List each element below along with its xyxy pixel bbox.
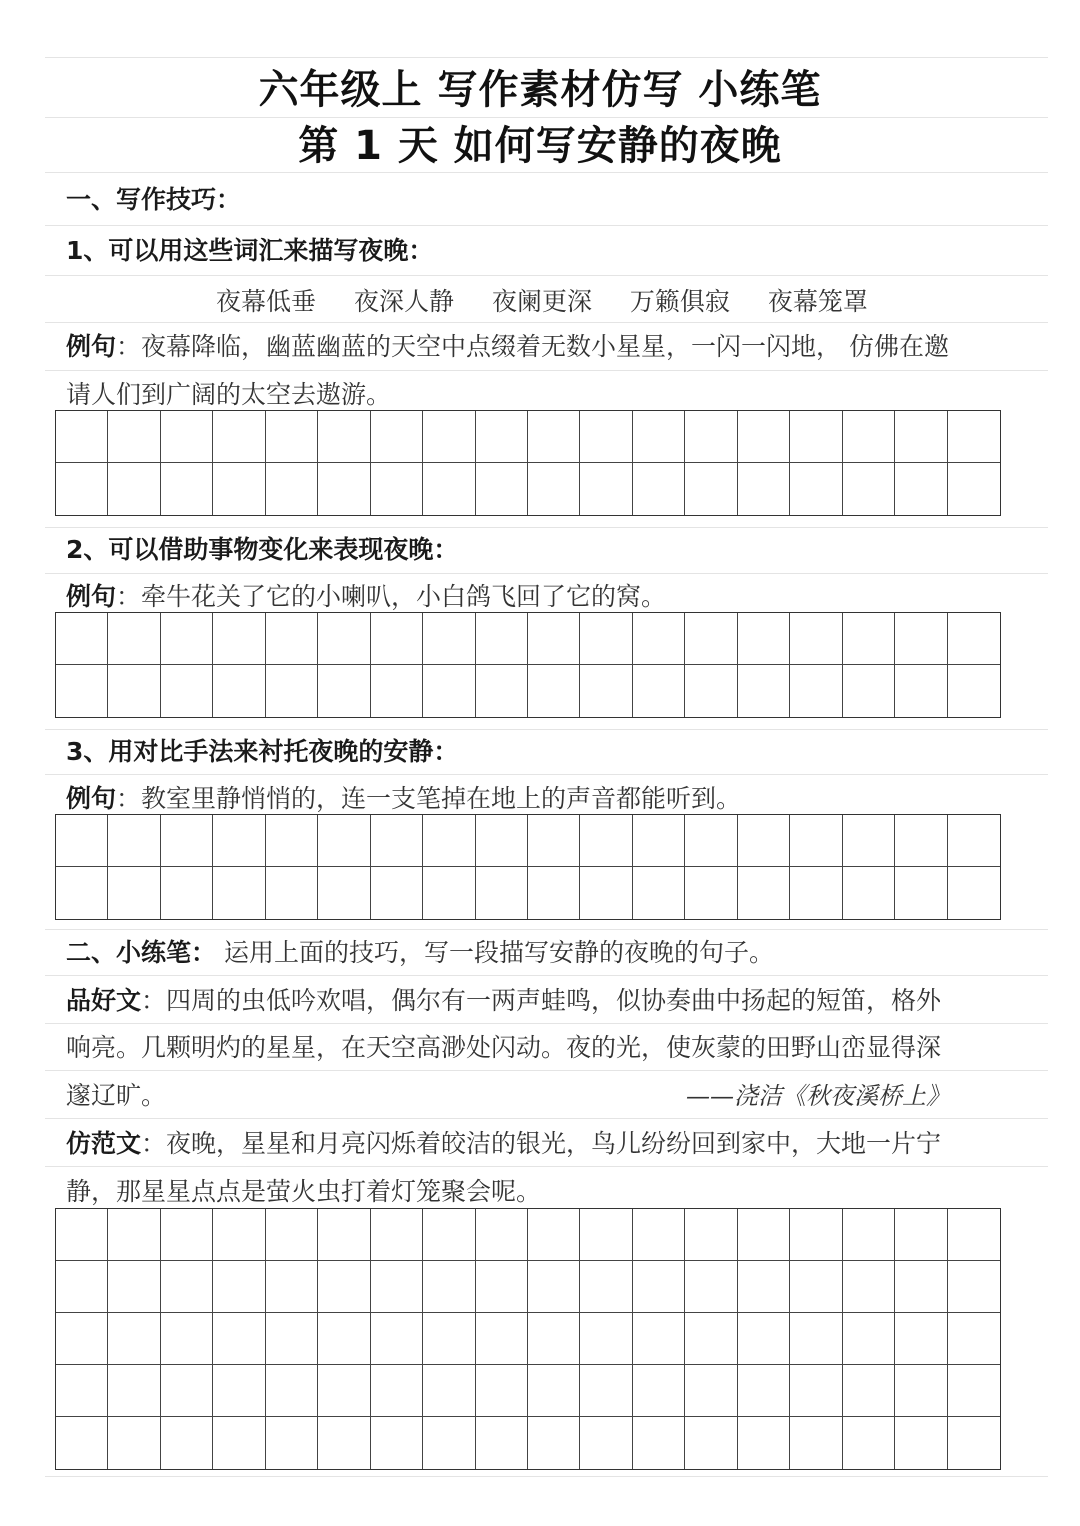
grid-cell[interactable]: [580, 463, 632, 515]
grid-cell[interactable]: [738, 1261, 790, 1313]
grid-cell[interactable]: [266, 867, 318, 919]
grid-cell[interactable]: [738, 1417, 790, 1469]
grid-cell[interactable]: [423, 613, 475, 665]
grid-cell[interactable]: [633, 867, 685, 919]
grid-cell[interactable]: [895, 463, 947, 515]
tip1-example: [66, 327, 949, 363]
grid-cell[interactable]: [108, 815, 160, 867]
grid-cell[interactable]: [318, 665, 370, 717]
grid-cell[interactable]: [371, 1417, 423, 1469]
grid-cell[interactable]: [476, 463, 528, 515]
grid-cell[interactable]: [895, 1261, 947, 1313]
grid-cell[interactable]: [423, 411, 475, 463]
writing-grid-4[interactable]: [55, 1208, 1001, 1470]
grid-cell[interactable]: [371, 1209, 423, 1261]
grid-cell[interactable]: [476, 665, 528, 717]
grid-cell[interactable]: [843, 815, 895, 867]
example-label: 例句: [66, 332, 117, 361]
grid-cell[interactable]: [213, 1209, 265, 1261]
grid-cell[interactable]: [213, 1261, 265, 1313]
grid-cell[interactable]: [790, 463, 842, 515]
grid-cell[interactable]: [738, 1365, 790, 1417]
ruled-line: [45, 1476, 1048, 1477]
grid-cell[interactable]: [476, 1417, 528, 1469]
grid-cell[interactable]: [580, 1417, 632, 1469]
grid-cell[interactable]: [790, 411, 842, 463]
tip2-example: [66, 577, 666, 613]
grid-cell[interactable]: [895, 1313, 947, 1365]
grid-cell[interactable]: [56, 411, 108, 463]
grid-cell[interactable]: [423, 1365, 475, 1417]
grid-cell[interactable]: [580, 613, 632, 665]
good-text-label: 品好文: [66, 986, 142, 1015]
grid-cell[interactable]: [318, 1209, 370, 1261]
page-title: 六年级上 写作素材仿写 小练笔: [258, 67, 822, 113]
grid-cell[interactable]: [266, 815, 318, 867]
ruled-line: [45, 1070, 1048, 1071]
writing-grid-2[interactable]: [55, 612, 1001, 718]
vocab-word: 夜深人静: [353, 287, 454, 316]
grid-cell[interactable]: [685, 867, 737, 919]
good-text: ：四周的虫低吟欢唱，偶尔有一两声蛙鸣，似协奏曲中扬起的短笛，格外: [141, 986, 942, 1015]
writing-grid-1[interactable]: [55, 410, 1001, 516]
example-text: ：夜幕降临，幽蓝幽蓝的天空中点缀着无数小星星，一闪一闪地， 仿佛在邀: [116, 332, 949, 361]
grid-cell[interactable]: [266, 1365, 318, 1417]
grid-cell[interactable]: [633, 665, 685, 717]
grid-cell[interactable]: [161, 815, 213, 867]
grid-cell[interactable]: [371, 411, 423, 463]
grid-cell[interactable]: [266, 613, 318, 665]
ruled-line: [45, 1023, 1048, 1024]
grid-cell[interactable]: [685, 613, 737, 665]
vocab-word: 夜幕笼罩: [767, 287, 868, 316]
grid-cell[interactable]: [528, 613, 580, 665]
ruled-line: [45, 774, 1048, 775]
grid-cell[interactable]: [580, 1313, 632, 1365]
page-subtitle: 第 1 天 如何写安静的夜晚: [298, 123, 782, 169]
grid-cell[interactable]: [423, 463, 475, 515]
grid-cell[interactable]: [318, 1365, 370, 1417]
grid-cell[interactable]: [56, 815, 108, 867]
grid-cell[interactable]: [528, 665, 580, 717]
grid-cell[interactable]: [266, 665, 318, 717]
grid-cell[interactable]: [423, 815, 475, 867]
grid-cell[interactable]: [266, 1313, 318, 1365]
grid-cell[interactable]: [685, 411, 737, 463]
example-label: 例句: [66, 784, 117, 813]
grid-cell[interactable]: [56, 1417, 108, 1469]
grid-cell[interactable]: [108, 665, 160, 717]
grid-cell[interactable]: [371, 1261, 423, 1313]
good-text-line1: [66, 981, 941, 1017]
grid-cell[interactable]: [633, 1313, 685, 1365]
grid-cell[interactable]: [213, 1365, 265, 1417]
grid-cell[interactable]: [318, 1261, 370, 1313]
ruled-line: [45, 929, 1048, 930]
good-text-line2: 响亮。几颗明灼的星星，在天空高渺处闪动。夜的光，使灰蒙的田野山峦显得深: [66, 1033, 942, 1062]
grid-cell[interactable]: [213, 1417, 265, 1469]
grid-cell[interactable]: [790, 1313, 842, 1365]
grid-cell[interactable]: [948, 463, 1000, 515]
grid-cell[interactable]: [790, 867, 842, 919]
grid-cell[interactable]: [738, 665, 790, 717]
grid-cell[interactable]: [318, 1313, 370, 1365]
grid-cell[interactable]: [108, 867, 160, 919]
ruled-line: [45, 527, 1048, 528]
grid-cell[interactable]: [371, 613, 423, 665]
grid-cell[interactable]: [685, 1365, 737, 1417]
grid-cell[interactable]: [318, 613, 370, 665]
grid-cell[interactable]: [633, 1209, 685, 1261]
vocab-word: 万籁俱寂: [629, 287, 730, 316]
grid-cell[interactable]: [318, 411, 370, 463]
section2-instruction: 运用上面的技巧，写一段描写安静的夜晚的句子。: [216, 938, 774, 967]
grid-cell[interactable]: [685, 665, 737, 717]
grid-cell[interactable]: [423, 1209, 475, 1261]
ruled-line: [45, 729, 1048, 730]
grid-cell[interactable]: [843, 867, 895, 919]
grid-cell[interactable]: [161, 1261, 213, 1313]
grid-cell[interactable]: [318, 867, 370, 919]
grid-cell[interactable]: [423, 1261, 475, 1313]
grid-cell[interactable]: [266, 1261, 318, 1313]
grid-cell[interactable]: [580, 411, 632, 463]
grid-cell[interactable]: [528, 1209, 580, 1261]
grid-cell[interactable]: [528, 411, 580, 463]
ruled-line: [45, 322, 1048, 323]
grid-cell[interactable]: [213, 867, 265, 919]
grid-cell[interactable]: [266, 463, 318, 515]
grid-cell[interactable]: [213, 463, 265, 515]
ruled-line: [45, 1118, 1048, 1119]
grid-cell[interactable]: [580, 815, 632, 867]
grid-cell[interactable]: [895, 815, 947, 867]
section2-heading: 二、小练笔：: [66, 938, 217, 967]
grid-cell[interactable]: [108, 1313, 160, 1365]
grid-cell[interactable]: [423, 867, 475, 919]
grid-cell[interactable]: [948, 1365, 1000, 1417]
grid-cell[interactable]: [843, 1313, 895, 1365]
grid-cell[interactable]: [108, 1261, 160, 1313]
grid-cell[interactable]: [685, 815, 737, 867]
grid-cell[interactable]: [476, 1365, 528, 1417]
grid-cell[interactable]: [371, 1313, 423, 1365]
good-text-line3: 邃辽旷。: [66, 1081, 167, 1110]
grid-cell[interactable]: [161, 867, 213, 919]
grid-cell[interactable]: [790, 1365, 842, 1417]
grid-cell[interactable]: [108, 463, 160, 515]
grid-cell[interactable]: [161, 1209, 213, 1261]
grid-cell[interactable]: [948, 665, 1000, 717]
grid-cell[interactable]: [108, 411, 160, 463]
grid-cell[interactable]: [790, 1261, 842, 1313]
grid-cell[interactable]: [476, 1209, 528, 1261]
grid-cell[interactable]: [528, 1313, 580, 1365]
model-text-label: 仿范文: [66, 1129, 142, 1158]
grid-cell[interactable]: [948, 867, 1000, 919]
grid-cell[interactable]: [895, 613, 947, 665]
grid-cell[interactable]: [843, 1261, 895, 1313]
section2-heading-line: [66, 933, 774, 969]
grid-cell[interactable]: [738, 613, 790, 665]
grid-cell[interactable]: [528, 815, 580, 867]
grid-cell[interactable]: [843, 411, 895, 463]
vocab-word: 夜幕低垂: [216, 287, 317, 316]
grid-cell[interactable]: [528, 1365, 580, 1417]
grid-cell[interactable]: [790, 1417, 842, 1469]
model-text-line1: [66, 1124, 941, 1160]
grid-cell[interactable]: [213, 411, 265, 463]
tip3-heading: 3、用对比手法来衬托夜晚的安静：: [66, 737, 459, 766]
grid-cell[interactable]: [161, 613, 213, 665]
grid-cell[interactable]: [213, 613, 265, 665]
grid-cell[interactable]: [423, 1417, 475, 1469]
grid-cell[interactable]: [633, 815, 685, 867]
grid-cell[interactable]: [948, 613, 1000, 665]
vocabulary-words: [216, 282, 898, 318]
grid-cell[interactable]: [371, 815, 423, 867]
grid-cell[interactable]: [161, 1313, 213, 1365]
grid-cell[interactable]: [685, 1209, 737, 1261]
grid-cell[interactable]: [56, 1313, 108, 1365]
grid-cell[interactable]: [371, 463, 423, 515]
grid-cell[interactable]: [633, 1417, 685, 1469]
grid-cell[interactable]: [108, 1209, 160, 1261]
tip3-example: [66, 779, 741, 815]
grid-cell[interactable]: [318, 815, 370, 867]
grid-cell[interactable]: [476, 411, 528, 463]
ruled-line: [45, 172, 1048, 173]
tip1-example-cont: 请人们到广阔的太空去遨游。: [66, 380, 392, 409]
grid-cell[interactable]: [423, 665, 475, 717]
ruled-line: [45, 370, 1048, 371]
grid-cell[interactable]: [266, 1417, 318, 1469]
grid-cell[interactable]: [476, 867, 528, 919]
grid-cell[interactable]: [56, 1209, 108, 1261]
grid-cell[interactable]: [948, 1209, 1000, 1261]
grid-cell[interactable]: [685, 1417, 737, 1469]
grid-cell[interactable]: [580, 1209, 632, 1261]
grid-cell[interactable]: [371, 1365, 423, 1417]
grid-cell[interactable]: [161, 1365, 213, 1417]
grid-cell[interactable]: [633, 1365, 685, 1417]
grid-cell[interactable]: [895, 1417, 947, 1469]
tip1-heading: 1、可以用这些词汇来描写夜晚：: [66, 236, 434, 265]
grid-cell[interactable]: [633, 613, 685, 665]
grid-cell[interactable]: [948, 1313, 1000, 1365]
grid-cell[interactable]: [895, 1365, 947, 1417]
grid-cell[interactable]: [895, 665, 947, 717]
grid-cell[interactable]: [790, 665, 842, 717]
grid-cell[interactable]: [738, 1209, 790, 1261]
grid-cell[interactable]: [843, 1365, 895, 1417]
writing-grid-3[interactable]: [55, 814, 1001, 920]
grid-cell[interactable]: [685, 463, 737, 515]
grid-cell[interactable]: [161, 665, 213, 717]
grid-cell[interactable]: [685, 1313, 737, 1365]
grid-cell[interactable]: [476, 613, 528, 665]
grid-cell[interactable]: [948, 1261, 1000, 1313]
grid-cell[interactable]: [266, 411, 318, 463]
grid-cell[interactable]: [633, 463, 685, 515]
grid-cell[interactable]: [266, 1209, 318, 1261]
ruled-line: [45, 975, 1048, 976]
grid-cell[interactable]: [895, 1209, 947, 1261]
example-label: 例句: [66, 582, 117, 611]
grid-cell[interactable]: [528, 1261, 580, 1313]
grid-cell[interactable]: [843, 463, 895, 515]
grid-cell[interactable]: [790, 1209, 842, 1261]
example-text: ：教室里静悄悄的，连一支笔掉在地上的声音都能听到。: [116, 784, 742, 813]
grid-cell[interactable]: [738, 463, 790, 515]
grid-cell[interactable]: [580, 1365, 632, 1417]
grid-cell[interactable]: [528, 463, 580, 515]
grid-cell[interactable]: [843, 613, 895, 665]
grid-cell[interactable]: [56, 1261, 108, 1313]
vocab-word: 夜阑更深: [491, 287, 592, 316]
grid-cell[interactable]: [895, 867, 947, 919]
ruled-line: [45, 573, 1048, 574]
grid-cell[interactable]: [108, 1365, 160, 1417]
grid-cell[interactable]: [371, 867, 423, 919]
example-text: ：牵牛花关了它的小喇叭，小白鸽飞回了它的窝。: [116, 582, 667, 611]
grid-cell[interactable]: [580, 1261, 632, 1313]
grid-cell[interactable]: [318, 1417, 370, 1469]
grid-cell[interactable]: [895, 411, 947, 463]
grid-cell[interactable]: [318, 463, 370, 515]
model-text: ：夜晚，星星和月亮闪烁着皎洁的银光，鸟儿纷纷回到家中，大地一片宁: [141, 1129, 942, 1158]
ruled-line: [45, 275, 1048, 276]
grid-cell[interactable]: [476, 815, 528, 867]
grid-cell[interactable]: [161, 1417, 213, 1469]
grid-cell[interactable]: [790, 815, 842, 867]
grid-cell[interactable]: [633, 1261, 685, 1313]
grid-cell[interactable]: [528, 1417, 580, 1469]
grid-cell[interactable]: [633, 411, 685, 463]
good-text-source: ——浇洁《秋夜溪桥上》: [686, 1082, 950, 1110]
grid-cell[interactable]: [371, 665, 423, 717]
grid-cell[interactable]: [948, 815, 1000, 867]
grid-cell[interactable]: [213, 665, 265, 717]
grid-cell[interactable]: [843, 665, 895, 717]
grid-cell[interactable]: [685, 1261, 737, 1313]
grid-cell[interactable]: [161, 411, 213, 463]
grid-cell[interactable]: [843, 1417, 895, 1469]
grid-cell[interactable]: [580, 867, 632, 919]
grid-cell[interactable]: [528, 867, 580, 919]
model-text-line2: 静，那星星点点是萤火虫打着灯笼聚会呢。: [66, 1177, 542, 1206]
tip2-heading: 2、可以借助事物变化来表现夜晚：: [66, 535, 459, 564]
ruled-line: [45, 1166, 1048, 1167]
section1-heading: 一、写作技巧：: [66, 185, 242, 214]
grid-cell[interactable]: [423, 1313, 475, 1365]
grid-cell[interactable]: [56, 1365, 108, 1417]
ruled-line: [45, 225, 1048, 226]
grid-cell[interactable]: [213, 815, 265, 867]
grid-cell[interactable]: [56, 665, 108, 717]
grid-cell[interactable]: [108, 1417, 160, 1469]
grid-cell[interactable]: [56, 613, 108, 665]
grid-cell[interactable]: [790, 613, 842, 665]
grid-cell[interactable]: [738, 815, 790, 867]
grid-cell[interactable]: [213, 1313, 265, 1365]
grid-cell[interactable]: [108, 613, 160, 665]
grid-cell[interactable]: [948, 411, 1000, 463]
grid-cell[interactable]: [161, 463, 213, 515]
grid-cell[interactable]: [738, 867, 790, 919]
grid-cell[interactable]: [843, 1209, 895, 1261]
grid-cell[interactable]: [738, 411, 790, 463]
grid-cell[interactable]: [948, 1417, 1000, 1469]
grid-cell[interactable]: [580, 665, 632, 717]
grid-cell[interactable]: [476, 1313, 528, 1365]
grid-cell[interactable]: [56, 867, 108, 919]
grid-cell[interactable]: [476, 1261, 528, 1313]
grid-cell[interactable]: [56, 463, 108, 515]
grid-cell[interactable]: [738, 1313, 790, 1365]
